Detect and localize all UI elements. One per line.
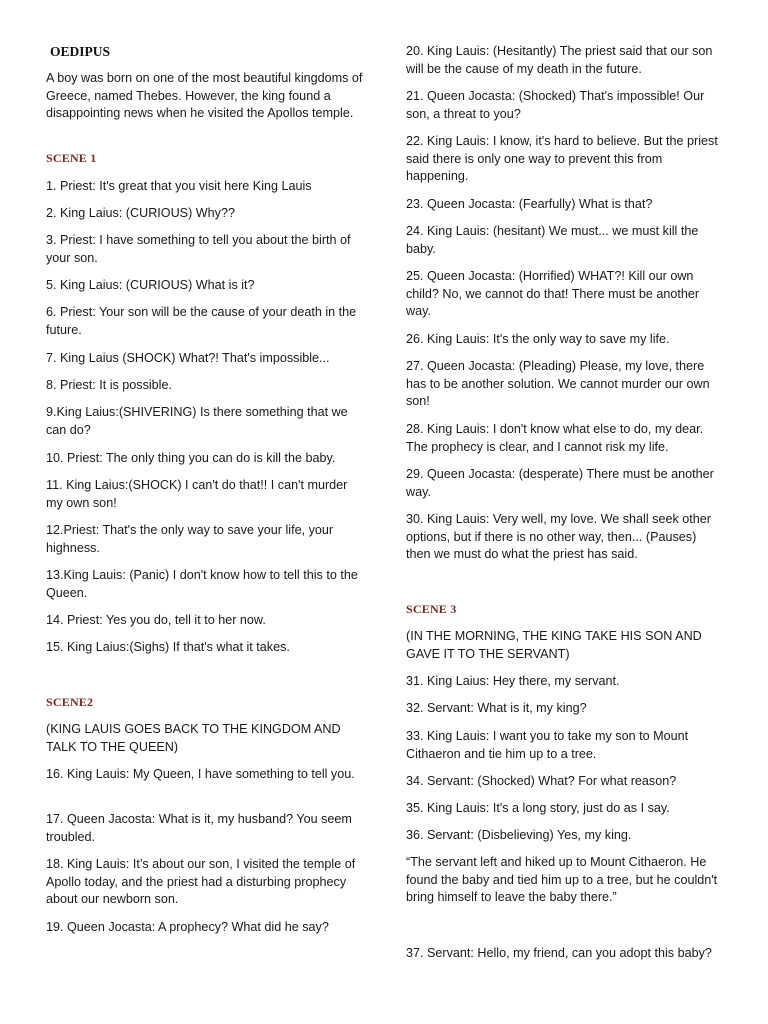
dialogue-line: 34. Servant: (Shocked) What? For what reason?	[406, 774, 677, 788]
dialogue-line: 18. King Lauis: It’s about our son, I visited the temple of Apollo today, and the priest had a disturbing prophecy about our newborn son.	[46, 857, 356, 907]
document-title: OEDIPUS	[50, 44, 111, 59]
intro-paragraph: A boy was born on one of the most beautiful kingdoms of Greece, named Thebes. However, the king found a disappointing news when he visited the Apollos temple.	[46, 71, 363, 121]
scene-heading: SCENE2	[46, 695, 94, 709]
dialogue-line: 1. Priest: It's great that you visit here King Lauis	[46, 179, 312, 193]
dialogue-line: 36. Servant: (Disbelieving) Yes, my king.	[406, 828, 632, 842]
scene-heading: SCENE 1	[46, 151, 97, 165]
dialogue-line: 31. King Laius: Hey there, my servant.	[406, 674, 620, 688]
dialogue-line: 19. Queen Jocasta: A prophecy? What did he say?	[46, 920, 329, 934]
dialogue-line: 29. Queen Jocasta: (desperate) There must be another way.	[406, 467, 714, 499]
narration-paragraph: “The servant left and hiked up to Mount Cithaeron. He found the baby and tied him up to a tree, but he couldn't bring himself to leave the baby there.”	[406, 855, 718, 905]
dialogue-line: 21. Queen Jocasta: (Shocked) That's impossible! Our son, a threat to you?	[406, 89, 705, 121]
dialogue-line: 33. King Lauis: I want you to take my son to Mount Cithaeron and tie him up to a tree.	[406, 729, 689, 761]
stage-direction: (KING LAUIS GOES BACK TO THE KINGDOM AND TALK TO THE QUEEN)	[46, 722, 341, 754]
dialogue-line: 3. Priest: I have something to tell you about the birth of your son.	[46, 233, 351, 265]
dialogue-line: 30. King Lauis: Very well, my love. We shall seek other options, but if there is no other way, then... (Pauses) then we must do what the priest has said.	[406, 512, 711, 562]
dialogue-line: 11. King Laius:(SHOCK) I can't do that!! I can't murder my own son!	[46, 478, 348, 510]
dialogue-line: 16. King Lauis: My Queen, I have something to tell you.	[46, 767, 355, 781]
dialogue-line: 13.King Lauis: (Panic) I don't know how to tell this to the Queen.	[46, 568, 358, 600]
dialogue-line: 9.King Laius:(SHIVERING) Is there something that we can do?	[46, 405, 348, 437]
dialogue-line: 25. Queen Jocasta: (Horrified) WHAT?! Kill our own child? No, we cannot do that! There must be another way.	[406, 269, 700, 319]
dialogue-line: 12.Priest: That's the only way to save your life, your highness.	[46, 523, 334, 555]
dialogue-line: 32. Servant: What is it, my king?	[406, 701, 587, 715]
dialogue-line: 2. King Laius: (CURIOUS) Why??	[46, 206, 235, 220]
dialogue-line: 28. King Lauis: I don't know what else to do, my dear. The prophecy is clear, and I cannot risk my life.	[406, 422, 704, 454]
dialogue-line: 35. King Lauis: It's a long story, just do as I say.	[406, 801, 670, 815]
dialogue-line: 14. Priest: Yes you do, tell it to her now.	[46, 613, 266, 627]
dialogue-line: 8. Priest: It is possible.	[46, 378, 172, 392]
dialogue-line: 26. King Lauis: It's the only way to save my life.	[406, 332, 670, 346]
dialogue-line: 27. Queen Jocasta: (Pleading) Please, my love, there has to be another solution. We cannot murder our own son!	[406, 359, 710, 409]
dialogue-line: 15. King Laius:(Sighs) If that's what it takes.	[46, 640, 290, 654]
dialogue-line: 10. Priest: The only thing you can do is kill the baby.	[46, 451, 336, 465]
dialogue-line: 22. King Lauis: I know, it's hard to believe. But the priest said there is only one way to prevent this from happening.	[406, 134, 718, 184]
stage-direction: (IN THE MORNING, THE KING TAKE HIS SON AND GAVE IT TO THE SERVANT)	[406, 629, 702, 661]
scene-heading: SCENE 3	[406, 602, 457, 616]
dialogue-line: 7. King Laius (SHOCK) What?! That's impossible...	[46, 351, 330, 365]
dialogue-line: 17. Queen Jacosta: What is it, my husband? You seem troubled.	[46, 812, 352, 844]
dialogue-line: 6. Priest: Your son will be the cause of your death in the future.	[46, 305, 357, 337]
dialogue-line: 24. King Lauis: (hesitant) We must... we must kill the baby.	[406, 224, 699, 256]
dialogue-line: 23. Queen Jocasta: (Fearfully) What is that?	[406, 197, 653, 211]
dialogue-line: 37. Servant: Hello, my friend, can you adopt this baby?	[406, 946, 712, 960]
dialogue-line: 5. King Laius: (CURIOUS) What is it?	[46, 278, 255, 292]
dialogue-line: 20. King Lauis: (Hesitantly) The priest said that our son will be the cause of my death in the future.	[406, 44, 713, 76]
